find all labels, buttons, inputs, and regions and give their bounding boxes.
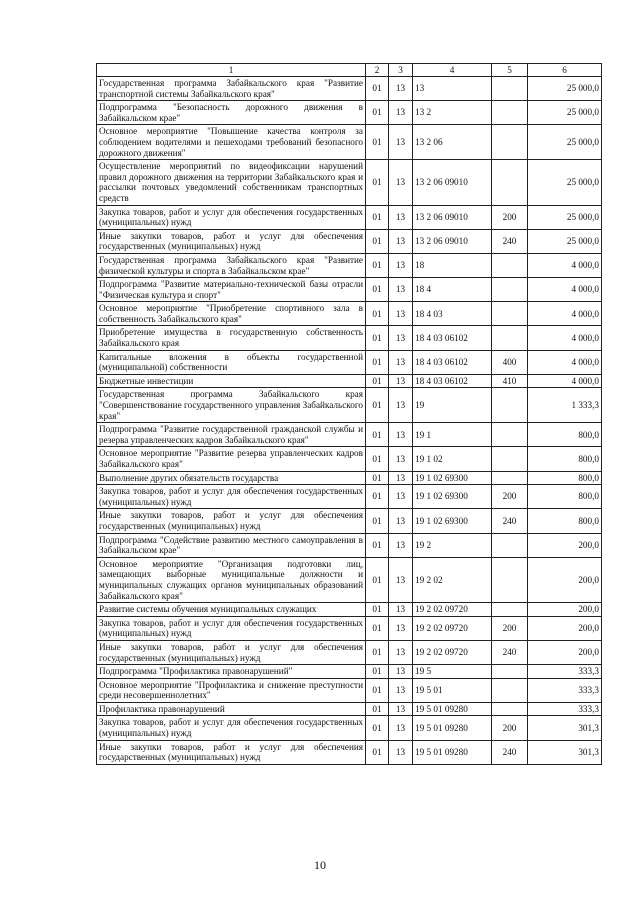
cell-name: Закупка товаров, работ и услуг для обеспечения государственных (муниципальных) нужд	[97, 716, 366, 740]
cell-name: Государственная программа Забайкальского края "Развитие физической культуры и спорта в Забайкальском крае"	[97, 253, 366, 277]
cell-col-3: 13	[389, 471, 413, 485]
cell-col-3: 13	[389, 603, 413, 617]
cell-col-6: 800,0	[528, 447, 602, 471]
cell-col-4: 19 1 02 69300	[413, 485, 492, 509]
table-row	[97, 533, 602, 557]
cell-col-5: 240	[492, 740, 528, 764]
cell-col-5: 240	[492, 640, 528, 664]
cell-col-2: 01	[366, 533, 389, 557]
cell-col-2: 01	[366, 77, 389, 101]
cell-name: Государственная программа Забайкальского края "Совершенствование государственного управления Забайкальского края"	[97, 388, 366, 423]
cell-col-2: 01	[366, 374, 389, 388]
cell-col-3: 13	[389, 485, 413, 509]
table-row	[97, 253, 602, 277]
cell-name: Подпрограмма "Профилактика правонарушений"	[97, 665, 366, 679]
header-col-2: 2	[366, 64, 389, 77]
cell-col-3: 13	[389, 77, 413, 101]
cell-col-3: 13	[389, 350, 413, 374]
table-row	[97, 665, 602, 679]
cell-col-6: 333,3	[528, 678, 602, 702]
table-row	[97, 603, 602, 617]
cell-col-6: 800,0	[528, 423, 602, 447]
table-row	[97, 447, 602, 471]
cell-col-6: 800,0	[528, 485, 602, 509]
cell-col-3: 13	[389, 229, 413, 253]
cell-col-2: 01	[366, 205, 389, 229]
cell-col-3: 13	[389, 253, 413, 277]
table-row	[97, 485, 602, 509]
cell-col-4: 13 2 06 09010	[413, 160, 492, 205]
cell-col-6: 25 000,0	[528, 229, 602, 253]
cell-col-6: 800,0	[528, 509, 602, 533]
cell-col-5	[492, 278, 528, 302]
cell-col-2: 01	[366, 326, 389, 350]
cell-col-4: 19 5 01 09280	[413, 716, 492, 740]
cell-col-5	[492, 447, 528, 471]
cell-col-5	[492, 533, 528, 557]
table-header-row	[97, 64, 602, 77]
cell-col-3: 13	[389, 205, 413, 229]
table-row	[97, 278, 602, 302]
cell-col-5: 240	[492, 229, 528, 253]
cell-col-4: 19 5 01 09280	[413, 740, 492, 764]
cell-col-5	[492, 326, 528, 350]
cell-col-2: 01	[366, 160, 389, 205]
cell-col-3: 13	[389, 278, 413, 302]
header-col-4: 4	[413, 64, 492, 77]
cell-col-4: 19 2 02	[413, 557, 492, 602]
cell-name: Основное мероприятие "Профилактика и снижение преступности среди несовершеннолетних"	[97, 678, 366, 702]
cell-name: Закупка товаров, работ и услуг для обеспечения государственных (муниципальных) нужд	[97, 205, 366, 229]
cell-name: Подпрограмма "Развитие государственной гражданской службы и резерва управленческих кадров Забайкальского края"	[97, 423, 366, 447]
table-row	[97, 160, 602, 205]
cell-col-4: 19 1	[413, 423, 492, 447]
cell-name: Выполнение других обязательств государства	[97, 471, 366, 485]
cell-col-2: 01	[366, 557, 389, 602]
cell-col-4: 18 4 03 06102	[413, 350, 492, 374]
cell-col-2: 01	[366, 125, 389, 160]
cell-col-6: 333,3	[528, 702, 602, 716]
cell-col-2: 01	[366, 229, 389, 253]
cell-col-2: 01	[366, 302, 389, 326]
cell-col-3: 13	[389, 302, 413, 326]
cell-col-3: 13	[389, 557, 413, 602]
cell-col-6: 200,0	[528, 557, 602, 602]
cell-col-2: 01	[366, 471, 389, 485]
header-col-1: 1	[97, 64, 366, 77]
cell-col-5	[492, 125, 528, 160]
cell-col-2: 01	[366, 716, 389, 740]
cell-col-5: 410	[492, 374, 528, 388]
cell-col-3: 13	[389, 447, 413, 471]
cell-col-6: 4 000,0	[528, 326, 602, 350]
cell-col-4: 19 5 01 09280	[413, 702, 492, 716]
cell-col-2: 01	[366, 447, 389, 471]
cell-col-4: 19 1 02	[413, 447, 492, 471]
cell-name: Бюджетные инвестиции	[97, 374, 366, 388]
cell-col-3: 13	[389, 423, 413, 447]
table-row	[97, 509, 602, 533]
cell-col-2: 01	[366, 616, 389, 640]
table-row	[97, 678, 602, 702]
cell-col-6: 4 000,0	[528, 278, 602, 302]
cell-name: Иные закупки товаров, работ и услуг для обеспечения государственных (муниципальных) нужд	[97, 229, 366, 253]
cell-name: Иные закупки товаров, работ и услуг для обеспечения государственных (муниципальных) нужд	[97, 640, 366, 664]
cell-col-6: 25 000,0	[528, 205, 602, 229]
cell-col-6: 301,3	[528, 740, 602, 764]
cell-col-3: 13	[389, 533, 413, 557]
cell-col-5: 200	[492, 616, 528, 640]
cell-col-5	[492, 603, 528, 617]
cell-col-3: 13	[389, 326, 413, 350]
table-row	[97, 125, 602, 160]
cell-col-4: 19 5	[413, 665, 492, 679]
cell-col-3: 13	[389, 616, 413, 640]
cell-col-2: 01	[366, 603, 389, 617]
cell-name: Закупка товаров, работ и услуг для обеспечения государственных (муниципальных) нужд	[97, 616, 366, 640]
cell-col-3: 13	[389, 665, 413, 679]
cell-col-4: 19 1 02 69300	[413, 471, 492, 485]
cell-col-3: 13	[389, 740, 413, 764]
cell-col-6: 800,0	[528, 471, 602, 485]
cell-col-3: 13	[389, 160, 413, 205]
table-row	[97, 716, 602, 740]
cell-col-6: 200,0	[528, 640, 602, 664]
cell-col-4: 19 2	[413, 533, 492, 557]
cell-col-3: 13	[389, 101, 413, 125]
table-row	[97, 77, 602, 101]
cell-col-5	[492, 77, 528, 101]
cell-col-6: 4 000,0	[528, 302, 602, 326]
cell-name: Подпрограмма "Содействие развитию местного самоуправления в Забайкальском крае"	[97, 533, 366, 557]
header-col-6: 6	[528, 64, 602, 77]
table-row	[97, 423, 602, 447]
cell-col-6: 301,3	[528, 716, 602, 740]
cell-col-3: 13	[389, 640, 413, 664]
cell-col-5	[492, 253, 528, 277]
cell-name: Основное мероприятие "Организация подготовки лиц, замещающих выборные муниципальные должности и муниципальных служащих органов муниципальных образований Забайкальского края"	[97, 557, 366, 602]
cell-col-4: 19 2 02 09720	[413, 603, 492, 617]
cell-name: Основное мероприятие "Повышение качества контроля за соблюдением водителями и пешеходами требований безопасного дорожного движения"	[97, 125, 366, 160]
cell-col-5	[492, 702, 528, 716]
cell-col-4: 13 2 06 09010	[413, 229, 492, 253]
cell-col-6: 4 000,0	[528, 350, 602, 374]
cell-col-5: 240	[492, 509, 528, 533]
cell-col-2: 01	[366, 388, 389, 423]
cell-col-2: 01	[366, 278, 389, 302]
table-row	[97, 302, 602, 326]
cell-col-3: 13	[389, 509, 413, 533]
cell-name: Подпрограмма "Развитие материально-технической базы отрасли "Физическая культура и спорт"	[97, 278, 366, 302]
table-row	[97, 616, 602, 640]
cell-col-4: 13 2 06	[413, 125, 492, 160]
cell-col-6: 25 000,0	[528, 101, 602, 125]
cell-col-5: 400	[492, 350, 528, 374]
cell-col-4: 18 4	[413, 278, 492, 302]
cell-col-5: 200	[492, 716, 528, 740]
cell-col-4: 18	[413, 253, 492, 277]
cell-col-2: 01	[366, 423, 389, 447]
cell-col-5	[492, 423, 528, 447]
cell-col-6: 25 000,0	[528, 125, 602, 160]
cell-col-4: 19 2 02 09720	[413, 640, 492, 664]
cell-name: Капитальные вложения в объекты государственной (муниципальной) собственности	[97, 350, 366, 374]
cell-col-4: 13	[413, 77, 492, 101]
cell-name: Профилактика правонарушений	[97, 702, 366, 716]
cell-col-2: 01	[366, 678, 389, 702]
cell-col-5: 200	[492, 485, 528, 509]
table-row	[97, 702, 602, 716]
cell-col-5	[492, 471, 528, 485]
cell-col-6: 4 000,0	[528, 374, 602, 388]
cell-col-4: 18 4 03	[413, 302, 492, 326]
cell-col-6: 25 000,0	[528, 160, 602, 205]
cell-col-2: 01	[366, 740, 389, 764]
cell-col-4: 13 2	[413, 101, 492, 125]
cell-col-4: 18 4 03 06102	[413, 374, 492, 388]
budget-table	[96, 63, 602, 765]
cell-name: Развитие системы обучения муниципальных служащих	[97, 603, 366, 617]
cell-col-4: 19 1 02 69300	[413, 509, 492, 533]
cell-col-6: 4 000,0	[528, 253, 602, 277]
table-row	[97, 640, 602, 664]
cell-col-3: 13	[389, 716, 413, 740]
cell-col-2: 01	[366, 509, 389, 533]
table-row	[97, 229, 602, 253]
cell-col-2: 01	[366, 101, 389, 125]
cell-col-5: 200	[492, 205, 528, 229]
table-row	[97, 326, 602, 350]
cell-col-5	[492, 302, 528, 326]
cell-col-3: 13	[389, 702, 413, 716]
cell-col-5	[492, 665, 528, 679]
table-row	[97, 205, 602, 229]
cell-col-2: 01	[366, 485, 389, 509]
cell-col-2: 01	[366, 253, 389, 277]
cell-name: Подпрограмма "Безопасность дорожного движения в Забайкальском крае"	[97, 101, 366, 125]
cell-col-6: 1 333,3	[528, 388, 602, 423]
table-body	[97, 77, 602, 765]
table-row	[97, 350, 602, 374]
cell-name: Основное мероприятие "Приобретение спортивного зала в собственность Забайкальского края"	[97, 302, 366, 326]
page-number: 10	[314, 858, 326, 872]
cell-name: Иные закупки товаров, работ и услуг для обеспечения государственных (муниципальных) нужд	[97, 740, 366, 764]
table-row	[97, 374, 602, 388]
cell-col-3: 13	[389, 388, 413, 423]
table-row	[97, 471, 602, 485]
table-row	[97, 101, 602, 125]
cell-col-2: 01	[366, 665, 389, 679]
cell-col-5	[492, 160, 528, 205]
cell-col-5	[492, 388, 528, 423]
cell-col-6: 200,0	[528, 603, 602, 617]
cell-col-4: 18 4 03 06102	[413, 326, 492, 350]
cell-col-2: 01	[366, 702, 389, 716]
table-row	[97, 557, 602, 602]
cell-name: Иные закупки товаров, работ и услуг для обеспечения государственных (муниципальных) нужд	[97, 509, 366, 533]
cell-col-2: 01	[366, 640, 389, 664]
cell-col-4: 19	[413, 388, 492, 423]
table-row	[97, 388, 602, 423]
header-col-3: 3	[389, 64, 413, 77]
cell-col-5	[492, 678, 528, 702]
cell-name: Осуществление мероприятий по видеофиксации нарушений правил дорожного движения на территории Забайкальского края и рассылки почтовых уведомлений собственникам транспортных средств	[97, 160, 366, 205]
cell-col-4: 19 5 01	[413, 678, 492, 702]
header-col-5: 5	[492, 64, 528, 77]
cell-col-3: 13	[389, 125, 413, 160]
cell-name: Приобретение имущества в государственную собственность Забайкальского края	[97, 326, 366, 350]
cell-col-4: 13 2 06 09010	[413, 205, 492, 229]
cell-col-5	[492, 101, 528, 125]
cell-col-2: 01	[366, 350, 389, 374]
cell-name: Основное мероприятие "Развитие резерва управленческих кадров Забайкальского края"	[97, 447, 366, 471]
cell-col-6: 333,3	[528, 665, 602, 679]
cell-col-4: 19 2 02 09720	[413, 616, 492, 640]
cell-col-3: 13	[389, 678, 413, 702]
cell-col-6: 200,0	[528, 533, 602, 557]
table-row	[97, 740, 602, 764]
cell-col-3: 13	[389, 374, 413, 388]
cell-name: Закупка товаров, работ и услуг для обеспечения государственных (муниципальных) нужд	[97, 485, 366, 509]
cell-col-6: 200,0	[528, 616, 602, 640]
cell-col-6: 25 000,0	[528, 77, 602, 101]
cell-name: Государственная программа Забайкальского края "Развитие транспортной системы Забайкальского края"	[97, 77, 366, 101]
cell-col-5	[492, 557, 528, 602]
